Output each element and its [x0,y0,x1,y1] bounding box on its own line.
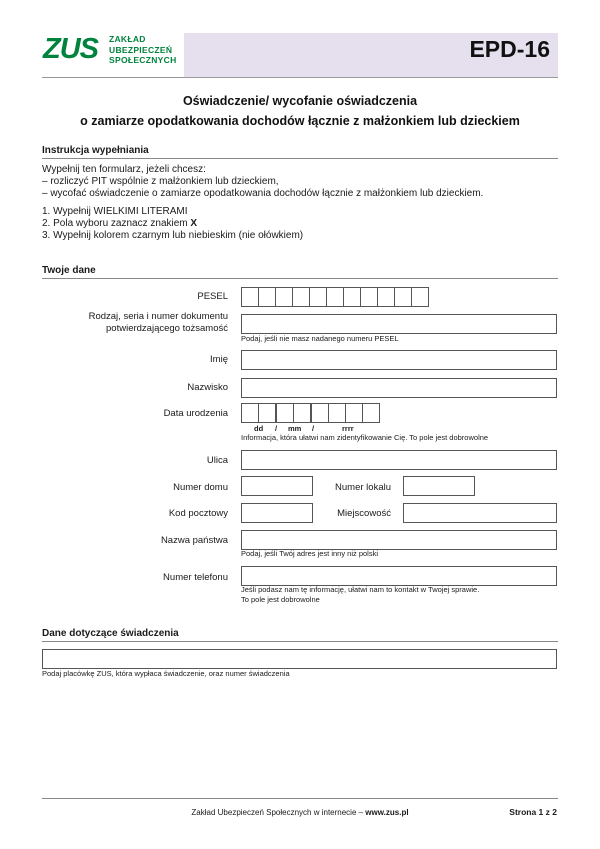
pesel-cell[interactable] [394,287,412,307]
pesel-cell[interactable] [326,287,344,307]
instructions-step: 2. Pola wyboru zaznacz znakiem X [42,218,198,229]
apartment-number-label: Numer lokalu [335,482,391,493]
mark-symbol: X [190,218,198,229]
your-data-heading: Twoje dane [42,265,558,279]
street-input[interactable] [241,450,557,470]
city-label: Miejscowość [337,508,391,519]
pesel-cell[interactable] [258,287,276,307]
date-format-slash: / [312,424,315,433]
pesel-cell[interactable] [343,287,361,307]
birth-month-cell[interactable] [276,403,294,423]
document-hint: Podaj, jeśli nie masz nadanego numeru PESEL [241,334,399,343]
pesel-cell[interactable] [309,287,327,307]
pesel-cell[interactable] [360,287,378,307]
birth-day-cell[interactable] [258,403,276,423]
page-number: Strona 1 z 2 [509,807,557,817]
logo-mark: ZUS [43,33,98,65]
phone-label: Numer telefonu [163,572,228,583]
logo-text: ZAKŁAD UBEZPIECZEŃ SPOŁECZNYCH [109,34,177,65]
birth-year-cell[interactable] [328,403,346,423]
footer-text: Zakład Ubezpieczeń Społecznych w internecie – www.zus.pl [191,808,409,817]
benefit-heading: Dane dotyczące świadczenia [42,628,558,642]
form-title-line-1: Oświadczenie/ wycofanie oświadczenia [182,94,418,108]
document-input[interactable] [241,314,557,334]
birth-day-cell[interactable] [241,403,259,423]
date-format-mm: mm [288,424,302,433]
pesel-cell[interactable] [411,287,429,307]
last-name-label: Nazwisko [187,382,228,393]
instructions-bullet: – rozliczyć PIT wspólnie z małżonkiem lub dzieckiem, [42,176,279,187]
birth-date-hint: Informacja, która ułatwi nam zidentyfikowanie Cię. To pole jest dobrowolne [241,433,489,442]
header-divider [42,77,558,78]
date-format-slash: / [275,424,278,433]
postal-code-input[interactable] [241,503,313,523]
birth-date-label: Data urodzenia [163,408,228,419]
form-code: EPD-16 [469,36,550,62]
pesel-label: PESEL [197,291,228,302]
pesel-cell[interactable] [275,287,293,307]
city-input[interactable] [403,503,557,523]
phone-input[interactable] [241,566,557,586]
instructions-step: 3. Wypełnij kolorem czarnym lub niebieskim (nie ołówkiem) [42,230,304,241]
pesel-cell[interactable] [241,287,259,307]
last-name-input[interactable] [241,378,557,398]
birth-date-input[interactable] [241,403,379,423]
first-name-input[interactable] [241,350,557,370]
country-input[interactable] [241,530,557,550]
benefit-hint: Podaj placówkę ZUS, która wypłaca świadczenie, oraz numer świadczenia [42,669,290,678]
document-label: Rodzaj, seria i numer dokumentu potwierdzającego tożsamość [88,311,228,334]
instructions-heading: Instrukcja wypełniania [42,145,558,159]
instructions-bullet: – wycofać oświadczenie o zamiarze opodatkowania dochodów łącznie z małżonkiem lub dzieckiem. [42,188,484,199]
birth-year-cell[interactable] [362,403,380,423]
house-number-input[interactable] [241,476,313,496]
benefit-input[interactable] [42,649,557,669]
zus-logo [43,33,177,66]
street-label: Ulica [206,455,228,466]
instructions-step: 1. Wypełnij WIELKIMI LITERAMI [42,206,188,217]
pesel-cell[interactable] [292,287,310,307]
house-number-label: Numer domu [173,482,228,493]
instructions-intro: Wypełnij ten formularz, jeżeli chcesz: [42,164,206,175]
footer-link[interactable]: www.zus.pl [365,808,409,817]
country-label: Nazwa państwa [160,535,228,546]
birth-month-cell[interactable] [293,403,311,423]
date-format-dd: dd [254,424,264,433]
phone-hint: Jeśli podasz nam tę informację, ułatwi nam to kontakt w Twojej sprawie. To pole jest dobrowolne [241,585,480,604]
first-name-label: Imię [210,354,228,365]
apartment-number-input[interactable] [403,476,475,496]
form-title-line-2: o zamiarze opodatkowania dochodów łącznie z małżonkiem lub dzieckiem [80,114,520,128]
pesel-cell[interactable] [377,287,395,307]
date-format-rrrr: rrrr [342,424,354,433]
pesel-input[interactable] [241,287,428,307]
country-hint: Podaj, jeśli Twój adres jest inny niż polski [241,549,379,558]
footer-divider [42,798,558,799]
birth-year-cell[interactable] [311,403,329,423]
postal-code-label: Kod pocztowy [168,508,228,519]
birth-year-cell[interactable] [345,403,363,423]
